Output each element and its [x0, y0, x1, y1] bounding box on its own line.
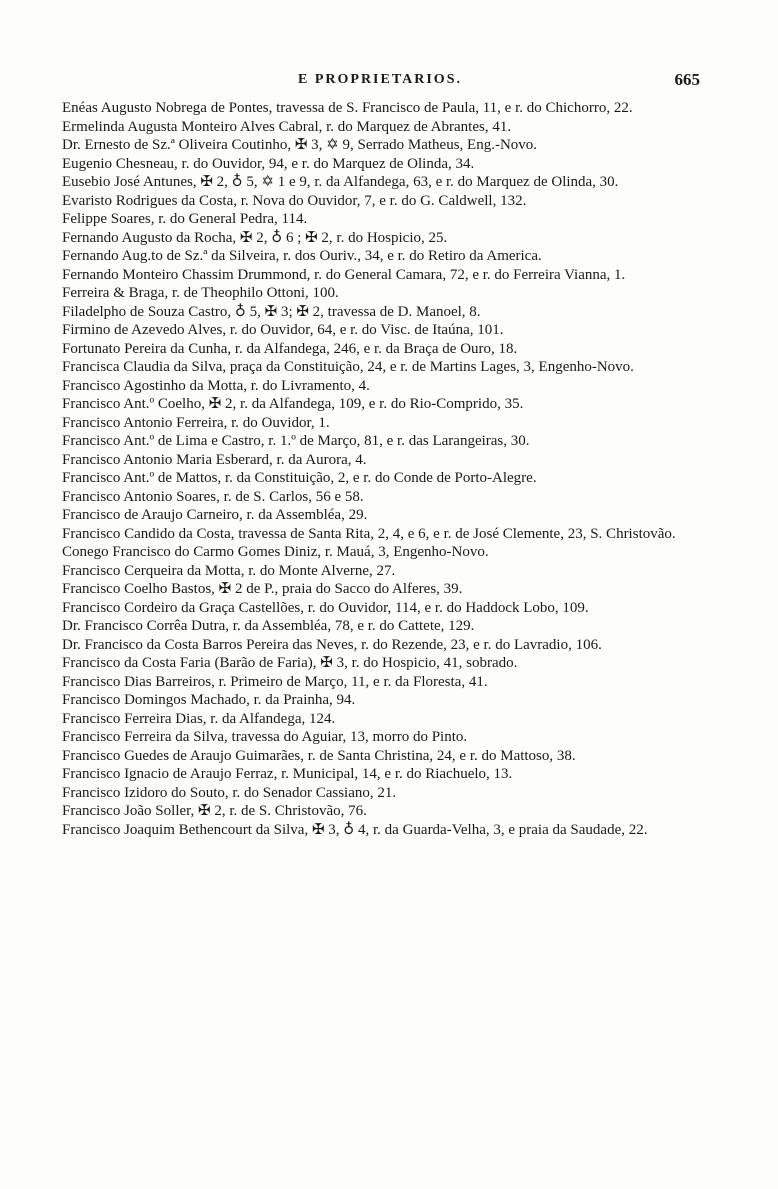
list-item: Fernando Aug.to de Sz.ª da Silveira, r. dos Ouriv., 34, e r. do Retiro da America.	[62, 248, 542, 264]
list-item: Francisco Antonio Soares, r. de S. Carlos, 56 e 58.	[62, 488, 364, 505]
list-item: Francisco Izidoro do Souto, r. do Senador Cassiano, 21.	[62, 784, 397, 801]
list-item: Francisco Ant.º de Mattos, r. da Constituição, 2, e r. do Conde de Porto-Alegre.	[62, 470, 537, 486]
list-item: Dr. Francisco da Costa Barros Pereira das Neves, r. do Rezende, 23, e r. do Lavradio, 106.	[62, 636, 602, 653]
list-item: Francisco Coelho Bastos, ✠ 2 de P., praia do Sacco do Alferes, 39.	[62, 581, 463, 597]
list-item: Dr. Ernesto de Sz.ª Oliveira Coutinho, ✠ 3, ✡ 9, Serrado Matheus, Eng.-Novo.	[62, 137, 538, 153]
list-item: Francisco Guedes de Araujo Guimarães, r. de Santa Christina, 24, e r. do Mattoso, 38.	[62, 747, 576, 764]
list-item: Francisco da Costa Faria (Barão de Faria), ✠ 3, r. do Hospicio, 41, sobrado.	[62, 655, 518, 671]
running-head	[60, 72, 700, 96]
list-item: Francisco Joaquim Bethencourt da Silva, ✠ 3, ♁ 4, r. da Guarda-Velha, 3, e praia da Saudade, 22.	[62, 821, 648, 838]
list-item: Dr. Francisco Corrêa Dutra, r. da Assembléa, 78, e r. do Cattete, 129.	[62, 618, 475, 634]
list-item: Felippe Soares, r. do General Pedra, 114.	[62, 211, 308, 227]
list-item: Ferreira & Braga, r. de Theophilo Ottoni, 100.	[62, 285, 339, 301]
list-item: Francisco Domingos Machado, r. da Prainha, 94.	[62, 692, 356, 708]
list-item: Francisco Ferreira Dias, r. da Alfandega, 124.	[62, 710, 336, 727]
list-item: Evaristo Rodrigues da Costa, r. Nova do Ouvidor, 7, e r. do G. Caldwell, 132.	[62, 192, 527, 209]
list-item: Fernando Monteiro Chassim Drummond, r. do General Camara, 72, e r. do Ferreira Vianna, 1.	[62, 266, 626, 283]
list-item: Firmino de Azevedo Alves, r. do Ouvidor, 64, e r. do Visc. de Itaúna, 101.	[62, 322, 504, 338]
page-number: 665	[674, 70, 700, 89]
page-title: E PROPRIETARIOS.	[298, 72, 462, 87]
entry-list	[62, 99, 704, 839]
list-item: Francisco Candido da Costa, travessa de Santa Rita, 2, 4, e 6, e r. de José Clemente, 23, S. Christovão.	[62, 525, 676, 542]
list-item: Eusebio José Antunes, ✠ 2, ♁ 5, ✡ 1 e 9, r. da Alfandega, 63, e r. do Marquez de Olinda, 30.	[62, 174, 619, 190]
list-item: Francisco Dias Barreiros, r. Primeiro de Março, 11, e r. da Floresta, 41.	[62, 673, 488, 690]
list-item: Francisco de Araujo Carneiro, r. da Assembléa, 29.	[62, 507, 368, 523]
list-item: Francisco Ant.º de Lima e Castro, r. 1.º de Março, 81, e r. das Larangeiras, 30.	[62, 433, 530, 449]
list-item: Francisco Cordeiro da Graça Castellões, r. do Ouvidor, 114, e r. do Haddock Lobo, 109.	[62, 599, 589, 616]
list-item: Fernando Augusto da Rocha, ✠ 2, ♁ 6 ; ✠ 2, r. do Hospicio, 25.	[62, 229, 448, 246]
list-item: Francisca Claudia da Silva, praça da Constituição, 24, e r. de Martins Lages, 3, Engenho-Novo.	[62, 359, 634, 375]
list-item: Fortunato Pereira da Cunha, r. da Alfandega, 246, e r. da Braça de Ouro, 18.	[62, 340, 518, 357]
list-item: Ermelinda Augusta Monteiro Alves Cabral, r. do Marquez de Abrantes, 41.	[62, 118, 512, 135]
list-item: Filadelpho de Souza Castro, ♁ 5, ✠ 3; ✠ 2, travessa de D. Manoel, 8.	[62, 303, 481, 320]
list-item: Francisco João Soller, ✠ 2, r. de S. Christovão, 76.	[62, 803, 367, 819]
list-item: Francisco Agostinho da Motta, r. do Livramento, 4.	[62, 377, 370, 394]
list-item: Francisco Antonio Maria Esberard, r. da Aurora, 4.	[62, 451, 367, 468]
list-item: Conego Francisco do Carmo Gomes Diniz, r. Mauá, 3, Engenho-Novo.	[62, 544, 489, 560]
list-item: Enéas Augusto Nobrega de Pontes, travessa de S. Francisco de Paula, 11, e r. do Chichorro, 22.	[62, 100, 633, 116]
list-item: Francisco Cerqueira da Motta, r. do Monte Alverne, 27.	[62, 562, 396, 579]
list-item: Francisco Ant.º Coelho, ✠ 2, r. da Alfandega, 109, e r. do Rio-Comprido, 35.	[62, 396, 524, 412]
list-item: Francisco Antonio Ferreira, r. do Ouvidor, 1.	[62, 414, 330, 431]
list-item: Francisco Ferreira da Silva, travessa do Aguiar, 13, morro do Pinto.	[62, 729, 468, 745]
list-item: Eugenio Chesneau, r. do Ouvidor, 94, e r. do Marquez de Olinda, 34.	[62, 155, 475, 172]
list-item: Francisco Ignacio de Araujo Ferraz, r. Municipal, 14, e r. do Riachuelo, 13.	[62, 766, 513, 782]
